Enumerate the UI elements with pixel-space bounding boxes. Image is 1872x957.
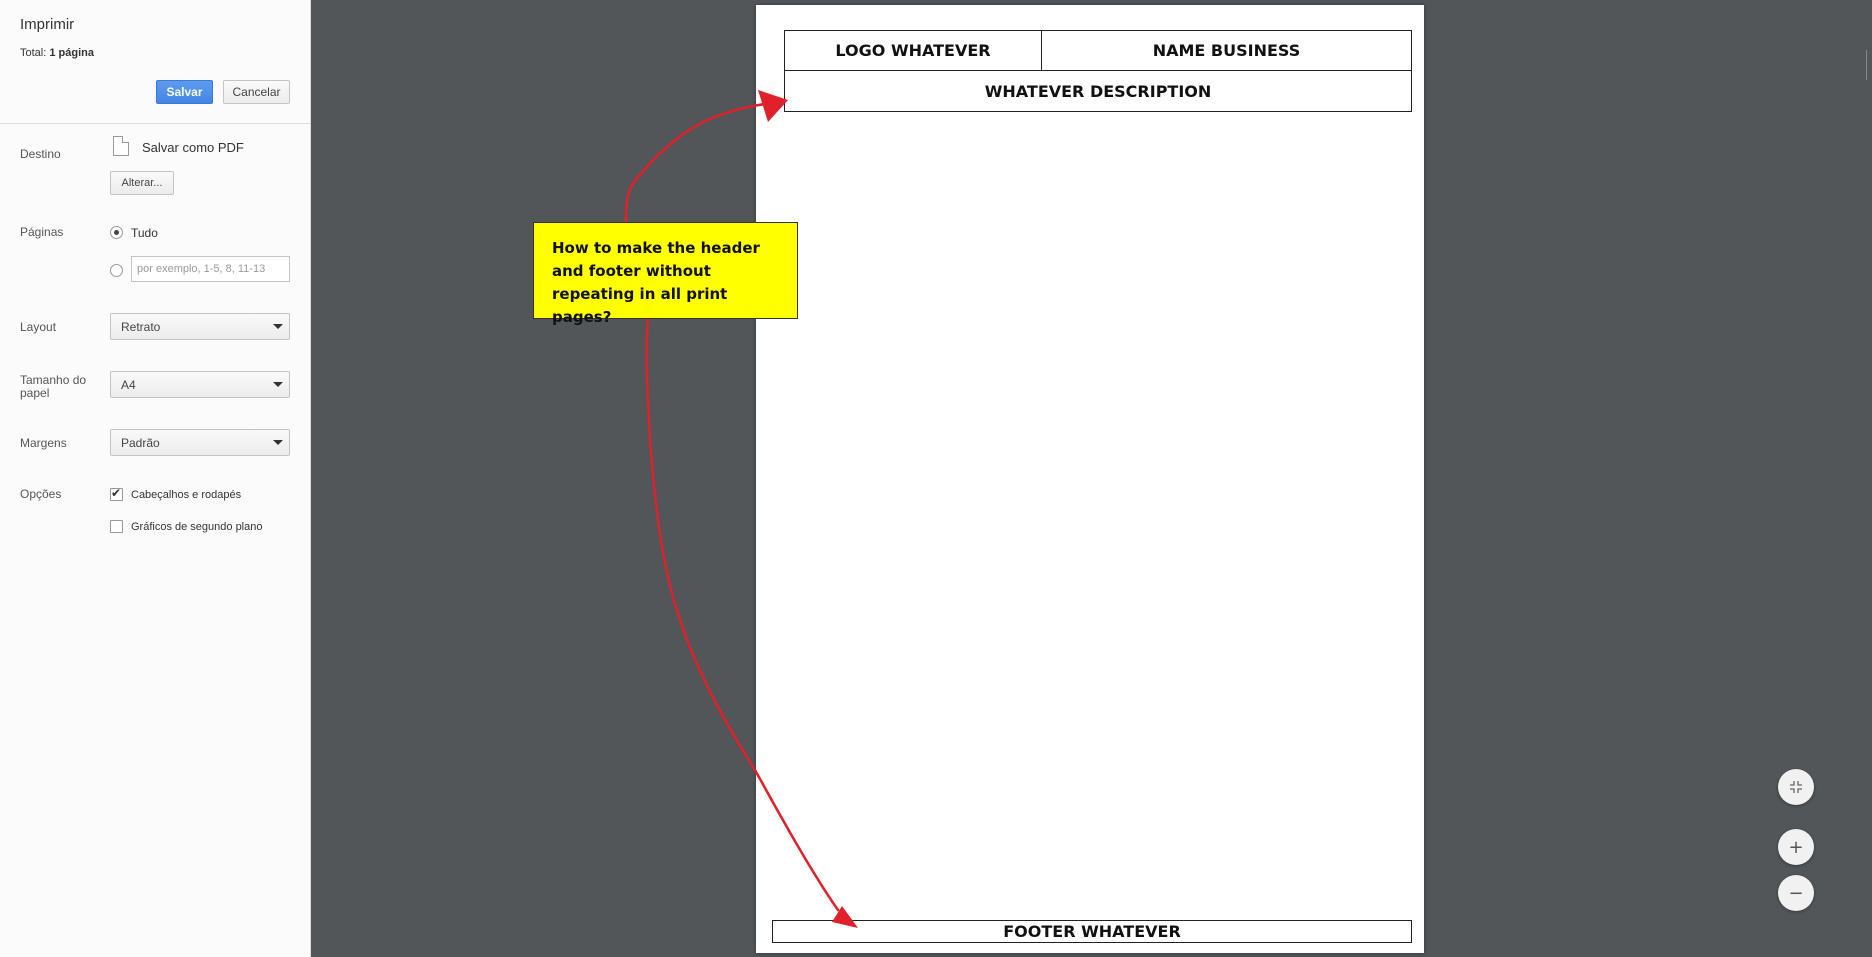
paper-size-label-line1: Tamanho do bbox=[20, 373, 87, 387]
pages-all-radio[interactable] bbox=[110, 226, 123, 239]
margins-value: Padrão bbox=[121, 435, 160, 450]
headers-footers-checkbox[interactable] bbox=[110, 488, 123, 501]
options-label: Opções bbox=[20, 487, 62, 501]
chevron-down-icon bbox=[273, 440, 283, 445]
layout-select[interactable] bbox=[110, 313, 290, 340]
zoom-in-button[interactable] bbox=[1778, 829, 1814, 865]
preview-page bbox=[756, 5, 1424, 953]
document-footer: FOOTER WHATEVER bbox=[772, 920, 1412, 943]
background-graphics-checkbox[interactable] bbox=[110, 520, 123, 533]
sidebar-header bbox=[0, 0, 310, 124]
annotation-note: How to make the header and footer without repeating in all print pages? bbox=[533, 222, 798, 319]
paper-size-value: A4 bbox=[121, 377, 136, 392]
layout-value: Retrato bbox=[121, 319, 161, 334]
pages-label: Páginas bbox=[20, 225, 64, 239]
layout-label: Layout bbox=[20, 320, 57, 334]
chevron-down-icon bbox=[273, 324, 283, 329]
paper-size-select[interactable] bbox=[110, 371, 290, 398]
paper-size-label-line2: papel bbox=[20, 386, 50, 400]
header-logo-cell: LOGO WHATEVER bbox=[785, 31, 1042, 71]
pages-range-input[interactable] bbox=[131, 256, 290, 282]
pages-range-radio[interactable] bbox=[110, 264, 123, 277]
zoom-out-button[interactable] bbox=[1778, 875, 1814, 911]
header-description-cell: WHATEVER DESCRIPTION bbox=[984, 81, 1212, 101]
headers-footers-label: Cabeçalhos e rodapés bbox=[131, 489, 242, 501]
background-graphics-label: Gráficos de segundo plano bbox=[131, 521, 263, 533]
destination-value: Salvar como PDF bbox=[142, 140, 244, 155]
cancel-button[interactable]: Cancelar bbox=[223, 80, 290, 104]
checkmark-icon: ✔ bbox=[111, 486, 122, 500]
print-dialog-title: Imprimir bbox=[20, 16, 75, 33]
margins-select[interactable] bbox=[110, 429, 290, 456]
scrollbar-edge[interactable] bbox=[1866, 50, 1872, 80]
change-destination-button[interactable]: Alterar... bbox=[110, 171, 174, 195]
save-button[interactable]: Salvar bbox=[156, 80, 213, 104]
file-icon bbox=[113, 136, 129, 156]
pages-all-label: Tudo bbox=[131, 226, 158, 240]
fit-to-page-button[interactable] bbox=[1778, 769, 1814, 805]
margins-label: Margens bbox=[20, 436, 67, 450]
plus-icon: + bbox=[1788, 836, 1804, 858]
page-total bbox=[20, 47, 94, 59]
paper-size-label bbox=[20, 374, 86, 400]
header-name-cell: NAME BUSINESS bbox=[1042, 31, 1411, 71]
fit-to-page-icon bbox=[1788, 779, 1804, 795]
document-header-table bbox=[784, 30, 1412, 112]
destination-label: Destino bbox=[20, 147, 61, 161]
minus-icon: − bbox=[1788, 882, 1804, 904]
total-label: Total: bbox=[20, 47, 50, 59]
chevron-down-icon bbox=[273, 382, 283, 387]
total-value: 1 página bbox=[49, 47, 94, 59]
print-settings-sidebar bbox=[0, 0, 311, 957]
